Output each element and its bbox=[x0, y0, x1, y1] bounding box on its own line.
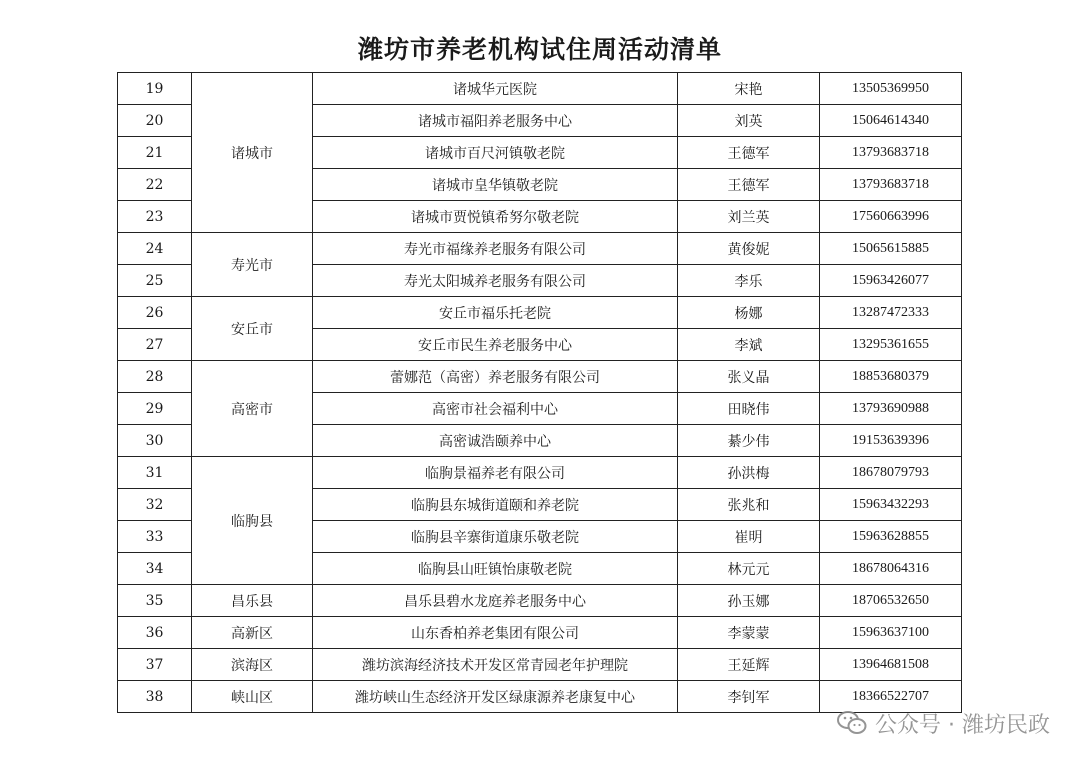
institution-name: 诸城市百尺河镇敬老院 bbox=[313, 137, 678, 169]
table-row bbox=[118, 649, 962, 681]
contact-phone: 15963432293 bbox=[820, 489, 962, 521]
institution-name: 诸城华元医院 bbox=[313, 73, 678, 105]
contact-person: 张兆和 bbox=[678, 489, 820, 521]
contact-phone: 13295361655 bbox=[820, 329, 962, 361]
row-number: 31 bbox=[118, 457, 192, 489]
row-number: 28 bbox=[118, 361, 192, 393]
institution-name: 潍坊峡山生态经济开发区绿康源养老康复中心 bbox=[313, 681, 678, 713]
institution-name: 临朐县辛寨街道康乐敬老院 bbox=[313, 521, 678, 553]
contact-person: 林元元 bbox=[678, 553, 820, 585]
contact-person: 黄俊妮 bbox=[678, 233, 820, 265]
contact-person: 王德军 bbox=[678, 137, 820, 169]
row-number: 33 bbox=[118, 521, 192, 553]
table-row bbox=[118, 585, 962, 617]
table-row bbox=[118, 681, 962, 713]
region-cell: 滨海区 bbox=[192, 649, 313, 681]
wechat-watermark bbox=[837, 706, 1050, 740]
row-number: 37 bbox=[118, 649, 192, 681]
row-number: 21 bbox=[118, 137, 192, 169]
institution-name: 蕾娜范（高密）养老服务有限公司 bbox=[313, 361, 678, 393]
region-cell: 寿光市 bbox=[192, 233, 313, 297]
row-number: 30 bbox=[118, 425, 192, 457]
wechat-icon bbox=[837, 710, 867, 736]
contact-person: 孙玉娜 bbox=[678, 585, 820, 617]
institution-name: 临朐县东城街道颐和养老院 bbox=[313, 489, 678, 521]
institution-name: 昌乐县碧水龙庭养老服务中心 bbox=[313, 585, 678, 617]
institution-name: 诸城市福阳养老服务中心 bbox=[313, 105, 678, 137]
contact-person: 崔明 bbox=[678, 521, 820, 553]
table-row bbox=[118, 617, 962, 649]
contact-person: 李乐 bbox=[678, 265, 820, 297]
contact-phone: 15963628855 bbox=[820, 521, 962, 553]
contact-phone: 15963637100 bbox=[820, 617, 962, 649]
institution-name: 潍坊滨海经济技术开发区常青园老年护理院 bbox=[313, 649, 678, 681]
contact-phone: 15065615885 bbox=[820, 233, 962, 265]
contact-phone: 18853680379 bbox=[820, 361, 962, 393]
contact-person: 李钊军 bbox=[678, 681, 820, 713]
contact-phone: 13793683718 bbox=[820, 169, 962, 201]
table-row bbox=[118, 361, 962, 393]
region-cell: 昌乐县 bbox=[192, 585, 313, 617]
institution-name: 高密诚浩颐养中心 bbox=[313, 425, 678, 457]
row-number: 27 bbox=[118, 329, 192, 361]
region-cell: 峡山区 bbox=[192, 681, 313, 713]
contact-person: 孙洪梅 bbox=[678, 457, 820, 489]
contact-person: 刘兰英 bbox=[678, 201, 820, 233]
page-title: 潍坊市养老机构试住周活动清单 bbox=[357, 35, 722, 64]
region-cell: 安丘市 bbox=[192, 297, 313, 361]
contact-phone: 18706532650 bbox=[820, 585, 962, 617]
institution-name: 寿光市福缘养老服务有限公司 bbox=[313, 233, 678, 265]
institution-name: 寿光太阳城养老服务有限公司 bbox=[313, 265, 678, 297]
region-cell: 高新区 bbox=[192, 617, 313, 649]
contact-person: 綦少伟 bbox=[678, 425, 820, 457]
contact-person: 刘英 bbox=[678, 105, 820, 137]
table-row bbox=[118, 457, 962, 489]
row-number: 23 bbox=[118, 201, 192, 233]
row-number: 20 bbox=[118, 105, 192, 137]
contact-phone: 13505369950 bbox=[820, 73, 962, 105]
contact-phone: 13287472333 bbox=[820, 297, 962, 329]
contact-person: 宋艳 bbox=[678, 73, 820, 105]
contact-person: 李斌 bbox=[678, 329, 820, 361]
institution-name: 诸城市贾悦镇希努尔敬老院 bbox=[313, 201, 678, 233]
watermark-text: 公众号 · 潍坊民政 bbox=[875, 712, 1050, 738]
contact-phone: 13793690988 bbox=[820, 393, 962, 425]
contact-person: 杨娜 bbox=[678, 297, 820, 329]
row-number: 25 bbox=[118, 265, 192, 297]
region-cell: 诸城市 bbox=[192, 73, 313, 233]
contact-person: 田晓伟 bbox=[678, 393, 820, 425]
contact-person: 王德军 bbox=[678, 169, 820, 201]
contact-phone: 19153639396 bbox=[820, 425, 962, 457]
contact-phone: 17560663996 bbox=[820, 201, 962, 233]
contact-phone: 13793683718 bbox=[820, 137, 962, 169]
region-cell: 高密市 bbox=[192, 361, 313, 457]
row-number: 29 bbox=[118, 393, 192, 425]
row-number: 36 bbox=[118, 617, 192, 649]
institution-name: 安丘市福乐托老院 bbox=[313, 297, 678, 329]
table-row bbox=[118, 233, 962, 265]
institution-name: 山东香柏养老集团有限公司 bbox=[313, 617, 678, 649]
row-number: 34 bbox=[118, 553, 192, 585]
contact-phone: 15064614340 bbox=[820, 105, 962, 137]
contact-phone: 13964681508 bbox=[820, 649, 962, 681]
row-number: 24 bbox=[118, 233, 192, 265]
institution-name: 临朐景福养老有限公司 bbox=[313, 457, 678, 489]
contact-phone: 18678079793 bbox=[820, 457, 962, 489]
row-number: 38 bbox=[118, 681, 192, 713]
contact-person: 张义晶 bbox=[678, 361, 820, 393]
contact-person: 王延辉 bbox=[678, 649, 820, 681]
row-number: 32 bbox=[118, 489, 192, 521]
table-row bbox=[118, 297, 962, 329]
table-body bbox=[118, 73, 962, 713]
institution-name: 高密市社会福利中心 bbox=[313, 393, 678, 425]
table-row bbox=[118, 73, 962, 105]
institution-table bbox=[117, 72, 962, 713]
row-number: 19 bbox=[118, 73, 192, 105]
contact-phone: 18678064316 bbox=[820, 553, 962, 585]
institution-name: 安丘市民生养老服务中心 bbox=[313, 329, 678, 361]
contact-phone: 18366522707 bbox=[820, 681, 962, 713]
region-cell: 临朐县 bbox=[192, 457, 313, 585]
contact-person: 李蒙蒙 bbox=[678, 617, 820, 649]
institution-name: 临朐县山旺镇怡康敬老院 bbox=[313, 553, 678, 585]
row-number: 35 bbox=[118, 585, 192, 617]
row-number: 22 bbox=[118, 169, 192, 201]
row-number: 26 bbox=[118, 297, 192, 329]
contact-phone: 15963426077 bbox=[820, 265, 962, 297]
institution-name: 诸城市皇华镇敬老院 bbox=[313, 169, 678, 201]
